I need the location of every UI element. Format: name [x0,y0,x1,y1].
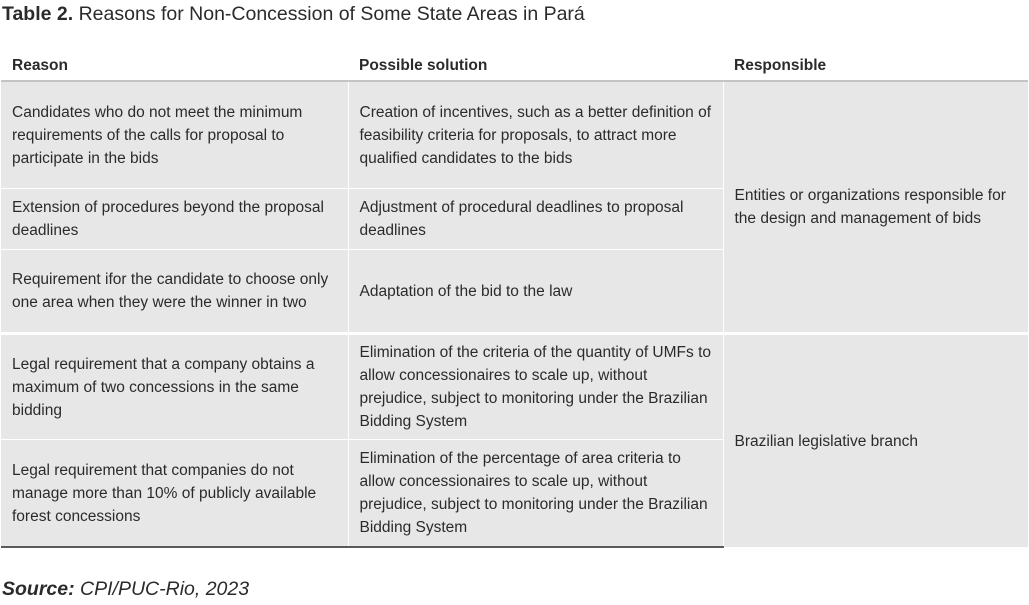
solution-cell: Adaptation of the bid to the law [348,250,723,334]
responsible-cell: Entities or organizations responsible for the design and management of bids [723,81,1028,334]
solution-cell: Adjustment of procedural deadlines to proposal deadlines [348,189,723,250]
reason-cell: Candidates who do not meet the minimum requirements of the calls for proposal to participate in the bids [1,81,348,189]
table-caption [2,2,585,26]
solution-cell: Creation of incentives, such as a better definition of feasibility criteria for proposals, to attract more qualified candidates to the bids [348,81,723,189]
reasons-table [1,51,1028,548]
reason-cell: Extension of procedures beyond the proposal deadlines [1,189,348,250]
reason-cell: Legal requirement that a company obtains a maximum of two concessions in the same bidding [1,334,348,440]
table-caption-number: Table 2. [2,3,74,25]
reason-cell: Legal requirement that companies do not manage more than 10% of publicly available forest concessions [1,440,348,548]
source-text: CPI/PUC-Rio, 2023 [74,578,250,600]
source-label: Source: [2,578,75,600]
column-header-reason: Reason [1,51,348,81]
column-header-responsible: Responsible [723,51,1028,81]
column-header-possible-solution: Possible solution [348,51,723,81]
solution-cell: Elimination of the criteria of the quantity of UMFs to allow concessionaires to scale up, without prejudice, subject to monitoring under the Brazilian Bidding System [348,334,723,440]
table-row [1,334,1028,440]
source-note [2,577,249,601]
reason-cell: Requirement ifor the candidate to choose only one area when they were the winner in two [1,250,348,334]
solution-cell: Elimination of the percentage of area criteria to allow concessionaires to scale up, without prejudice, subject to monitoring under the Brazilian Bidding System [348,440,723,548]
table-row [1,81,1028,189]
table-caption-text: Reasons for Non-Concession of Some State Areas in Pará [73,3,585,25]
responsible-cell: Brazilian legislative branch [723,334,1028,548]
table-header-row [1,51,1028,81]
